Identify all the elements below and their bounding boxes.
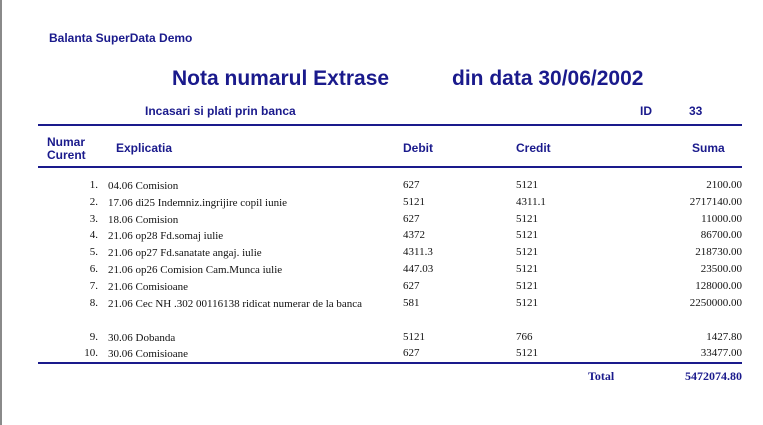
- row-explicatia: 21.06 op27 Fd.sanatate angaj. iulie: [108, 247, 262, 260]
- row-credit: 766: [516, 330, 533, 343]
- row-debit: 5121: [403, 330, 425, 343]
- table-row: [0, 194, 763, 211]
- row-suma: 2100.00: [706, 179, 742, 191]
- row-explicatia: 21.06 Comisioane: [108, 280, 189, 293]
- row-debit: 5121: [403, 195, 425, 208]
- row-explicatia: 21.06 op26 Comision Cam.Munca iulie: [108, 263, 283, 276]
- row-debit: 627: [403, 279, 420, 292]
- row-credit: 5121: [516, 347, 538, 360]
- row-explicatia: 04.06 Comision: [108, 180, 179, 192]
- row-explicatia: 30.06 Dobanda: [108, 331, 176, 344]
- table-row: [0, 244, 763, 261]
- row-explicatia: 30.06 Comisioane: [108, 348, 189, 361]
- row-debit: 627: [403, 212, 420, 225]
- id-label: ID: [640, 104, 652, 118]
- row-number: 8.: [89, 296, 98, 309]
- row-credit: 5121: [516, 262, 538, 275]
- column-header-debit: Debit: [403, 141, 433, 155]
- row-suma: 2717140.00: [689, 195, 742, 208]
- row-suma: 11000.00: [701, 212, 742, 225]
- report-subtitle: Incasari si plati prin banca: [145, 104, 296, 118]
- row-number: 3.: [89, 212, 98, 225]
- entries-table: [0, 177, 763, 362]
- row-debit: 447.03: [403, 262, 434, 275]
- row-number: 1.: [89, 179, 98, 191]
- row-suma: 86700.00: [700, 229, 742, 242]
- row-suma: 1427.80: [706, 330, 742, 343]
- row-credit: 4311.1: [516, 195, 546, 208]
- row-explicatia: 18.06 Comision: [108, 213, 179, 226]
- row-number: 6.: [89, 262, 98, 275]
- row-suma: 128000.00: [695, 279, 742, 292]
- row-number: 9.: [89, 330, 98, 343]
- row-debit: 581: [403, 296, 420, 309]
- row-credit: 5121: [516, 212, 538, 225]
- total-value: 5472074.80: [685, 369, 742, 383]
- row-explicatia: 21.06 Cec NH .302 00116138 ridicat numerar de la banca: [108, 297, 363, 310]
- row-credit: 5121: [516, 279, 538, 292]
- row-credit: 5121: [516, 246, 538, 259]
- row-credit: 5121: [516, 179, 538, 191]
- row-number: 2.: [89, 195, 98, 208]
- column-header-explicatia: Explicatia: [116, 141, 173, 155]
- row-number: 5.: [89, 246, 98, 259]
- table-row: [0, 278, 763, 295]
- table-row: [0, 211, 763, 228]
- row-suma: 2250000.00: [689, 296, 742, 309]
- table-row: [0, 295, 763, 329]
- row-explicatia: 17.06 di25 Indemniz.ingrijire copil iunie: [108, 196, 288, 209]
- row-debit: 627: [403, 179, 420, 191]
- table-row: [0, 329, 763, 346]
- row-number: 10.: [84, 347, 98, 360]
- row-suma: 218730.00: [695, 246, 742, 259]
- row-number: 4.: [89, 229, 98, 242]
- row-debit: 4372: [403, 229, 425, 242]
- id-value: 33: [689, 104, 703, 118]
- header-top-rule: [38, 124, 742, 126]
- table-row: [0, 345, 763, 362]
- row-debit: 4311.3: [403, 246, 433, 259]
- table-row: [0, 261, 763, 278]
- row-credit: 5121: [516, 229, 538, 242]
- row-suma: 33477.00: [700, 347, 742, 360]
- row-number: 7.: [89, 279, 98, 292]
- report-date: din data 30/06/2002: [452, 67, 644, 90]
- report-title: Nota numarul Extrase: [172, 67, 390, 90]
- row-explicatia: 21.06 op28 Fd.somaj iulie: [108, 230, 224, 243]
- row-suma: 23500.00: [700, 262, 742, 275]
- company-name: Balanta SuperData Demo: [49, 31, 193, 45]
- total-label: Total: [588, 369, 615, 383]
- column-header-numar-curent: Numar Curent: [47, 135, 86, 162]
- column-header-suma: Suma: [692, 141, 725, 155]
- row-credit: 5121: [516, 296, 538, 309]
- table-row: [0, 227, 763, 244]
- row-debit: 627: [403, 347, 420, 360]
- table-row: [0, 177, 763, 194]
- table-bottom-rule: [38, 362, 742, 364]
- header-bottom-rule: [38, 166, 742, 168]
- column-header-credit: Credit: [516, 141, 551, 155]
